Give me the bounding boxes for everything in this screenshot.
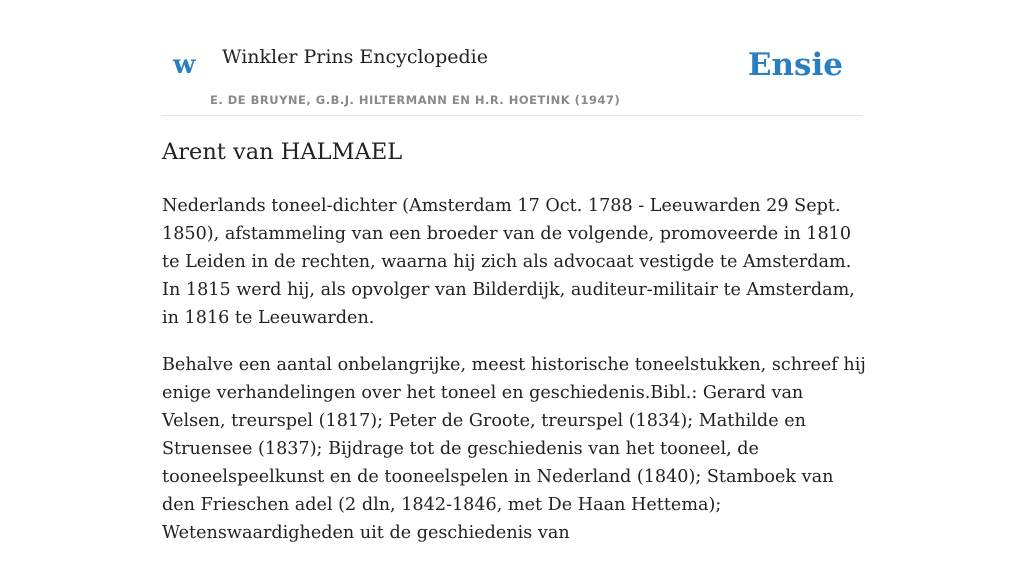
article-paragraph: Behalve een aantal onbelangrijke, meest historische toneelstukken, schreef hij enige verhandelingen over het toneel en geschiedenis.Bibl.: Gerard van Velsen, treurspel (1817); Peter de Groote, treurspel (1834); Mathilde en Struensee (1837); Bijdrage tot de geschiedenis van het tooneel, de tooneelspeelkunst en de tooneelspelen in Nederland (1840); Stamboek van den Frieschen adel (2 dln, 1842-1846, met De Haan Hettema); Wetenswaardigheden uit de geschiedenis van (162, 355, 866, 543)
encyclopedia-authors: E. DE BRUYNE, G.B.J. HILTERMANN EN H.R. HOETINK (1947) (210, 93, 621, 107)
encyclopedia-logo-icon[interactable]: w (173, 50, 196, 80)
article-body (162, 192, 872, 566)
ensie-brand-logo[interactable]: Ensie (747, 47, 843, 83)
header (162, 0, 862, 116)
article-title: Arent van HALMAEL (162, 139, 403, 165)
article-paragraph: Nederlands toneel-dichter (Amsterdam 17 Oct. 1788 - Leeuwarden 29 Sept. 1850), afstammeling van een broeder van de volgende, promoveerde in 1810 te Leiden in de rechten, waarna hij zich als advocaat vestigde te Amsterdam. In 1815 werd hij, als opvolger van Bilderdijk, auditeur-militair te Amsterdam, in 1816 te Leeuwarden. (162, 196, 855, 328)
encyclopedia-title[interactable]: Winkler Prins Encyclopedie (222, 46, 488, 68)
